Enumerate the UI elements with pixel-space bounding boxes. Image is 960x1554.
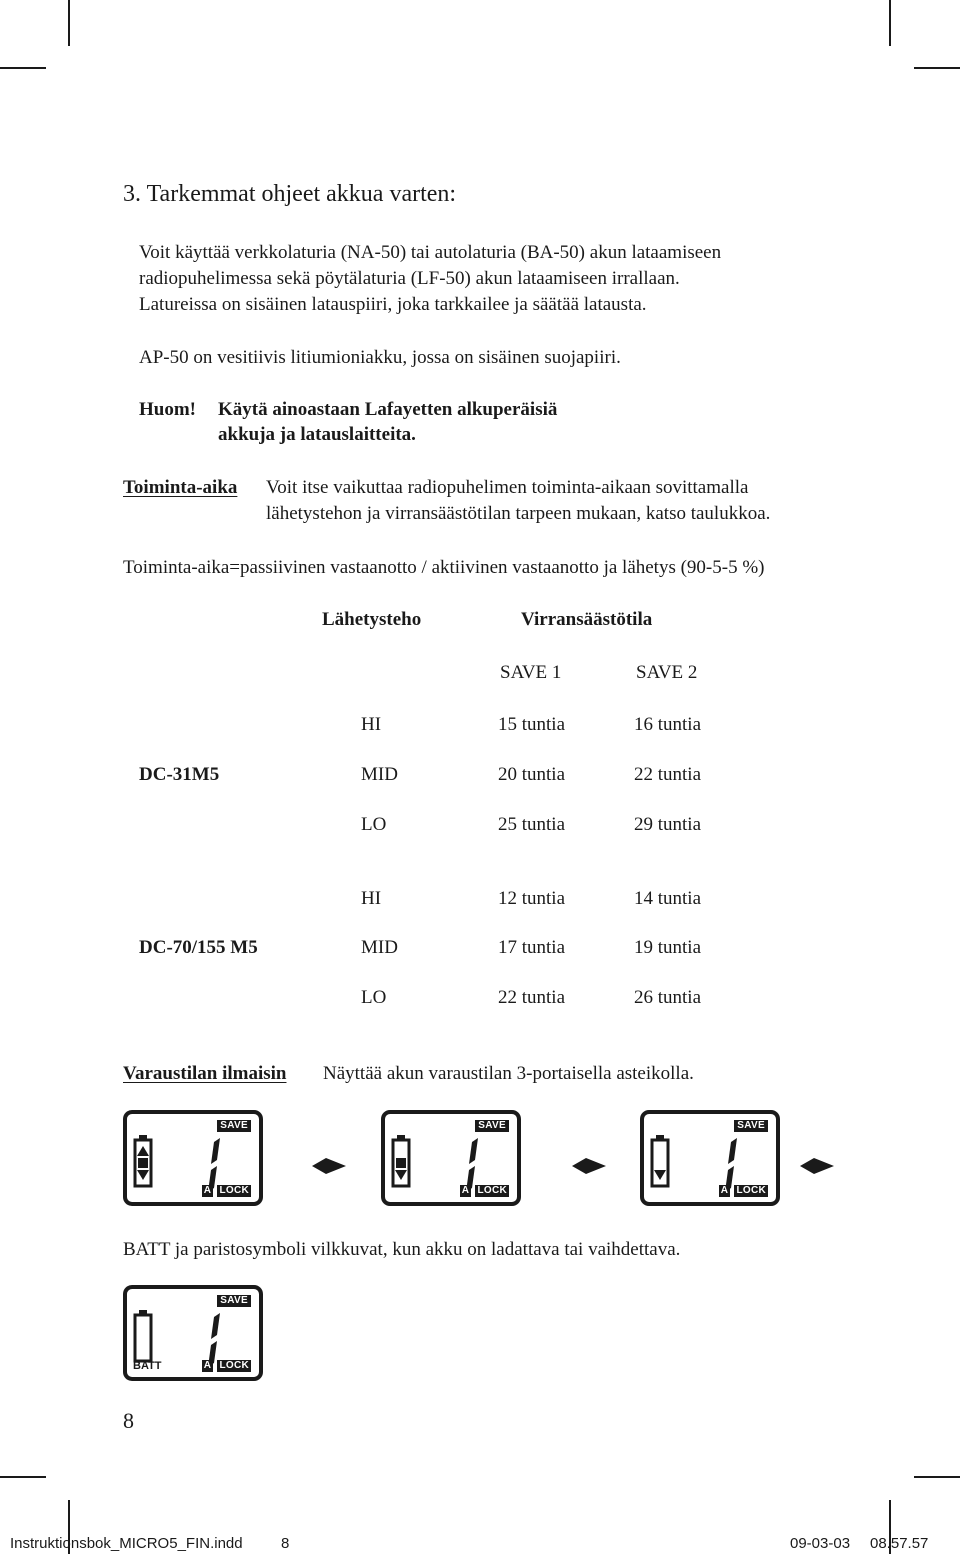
- arrow-right-icon: [800, 1157, 834, 1175]
- channel-digit: [208, 1313, 220, 1367]
- table-cell: 20 tuntia: [498, 764, 566, 785]
- crop-mark: [0, 1476, 46, 1478]
- table-level: MID: [361, 937, 398, 958]
- table-cell: 14 tuntia: [634, 888, 702, 909]
- table-cell: 25 tuntia: [498, 814, 566, 835]
- table-cell: 22 tuntia: [634, 764, 702, 785]
- table-cell: 19 tuntia: [634, 937, 702, 958]
- battery-icon: [652, 1135, 668, 1186]
- indicator-text: Näyttää akun varaustilan 3-portaisella asteikolla.: [323, 1063, 694, 1084]
- operating-time-term: Toiminta-aika: [123, 477, 238, 498]
- lcd-display: [640, 1110, 780, 1206]
- arrow-right-icon: [572, 1157, 606, 1175]
- operating-time-text: lähetystehon ja virransäästötilan tarpeen mukaan, katso taulukkoa.: [266, 503, 771, 524]
- lcd-display: [381, 1110, 521, 1206]
- save-indicator: SAVE: [734, 1120, 768, 1132]
- intro-line: radiopuhelimessa sekä pöytälaturia (LF-50) akun lataamiseen irrallaan.: [139, 268, 680, 289]
- table-level: MID: [361, 764, 398, 785]
- page-number: 8: [123, 1408, 134, 1433]
- table-cell: 26 tuntia: [634, 987, 702, 1008]
- battery-icon: [393, 1135, 409, 1186]
- table-cell: 16 tuntia: [634, 714, 702, 735]
- a-indicator: A: [720, 1185, 728, 1196]
- footer-time: 08.57.57: [870, 1535, 929, 1552]
- table-cell: 22 tuntia: [498, 987, 566, 1008]
- a-indicator: A: [461, 1185, 469, 1196]
- intro-line: Latureissa on sisäinen latauspiiri, joka tarkkailee ja säätää latausta.: [139, 294, 647, 315]
- crop-mark: [0, 67, 46, 69]
- crop-mark: [914, 67, 960, 69]
- battery-level-low-mark: [395, 1170, 407, 1180]
- battery-icon: [135, 1310, 151, 1361]
- footer-page: 8: [281, 1535, 290, 1552]
- battery-level-mid-mark: [396, 1158, 406, 1168]
- table-model: DC-31M5: [139, 764, 220, 785]
- footer-date: 09-03-03: [790, 1535, 851, 1552]
- a-indicator: A: [203, 1185, 211, 1196]
- table-model: DC-70/155 M5: [139, 937, 258, 958]
- table-cell: 29 tuntia: [634, 814, 702, 835]
- channel-digit: [208, 1138, 220, 1192]
- table-level: LO: [361, 814, 387, 835]
- column-header-save1: SAVE 1: [500, 662, 562, 683]
- intro-line: Voit käyttää verkkolaturia (NA-50) tai autolaturia (BA-50) akun lataamiseen: [139, 242, 722, 263]
- channel-digit: [725, 1138, 737, 1192]
- table-level: HI: [361, 888, 382, 909]
- crop-mark: [914, 1476, 960, 1478]
- crop-mark: [68, 0, 70, 46]
- battery-icon: [135, 1135, 151, 1186]
- arrow-right-icon: [312, 1157, 346, 1175]
- table-cell: 17 tuntia: [498, 937, 566, 958]
- warning-line: Käytä ainoastaan Lafayetten alkuperäisiä: [218, 399, 558, 420]
- save-indicator: SAVE: [217, 1295, 251, 1307]
- indicator-term: Varaustilan ilmaisin: [123, 1063, 287, 1084]
- footer-file: Instruktionsbok_MICRO5_FIN.indd: [10, 1535, 243, 1552]
- lcd-display-empty: [123, 1285, 263, 1381]
- lock-indicator: LOCK: [219, 1360, 249, 1371]
- operating-time-definition: Toiminta-aika=passiivinen vastaanotto / aktiivinen vastaanotto ja lähetys (90-5-5 %): [123, 557, 765, 578]
- crop-mark: [889, 0, 891, 46]
- battery-level-low-mark: [137, 1170, 149, 1180]
- battery-level-mid-mark: [138, 1158, 148, 1168]
- warning-label: Huom!: [139, 399, 196, 420]
- column-header-save2: SAVE 2: [636, 662, 698, 683]
- table-level: HI: [361, 714, 382, 735]
- lcd-display: [123, 1110, 263, 1206]
- column-header-save: Virransäästötila: [521, 609, 653, 630]
- lock-indicator: LOCK: [219, 1185, 249, 1196]
- battery-note: AP-50 on vesitiivis litiumioniakku, jossa on sisäinen suojapiiri.: [139, 347, 621, 368]
- a-indicator: A: [203, 1360, 211, 1371]
- operating-time-text: Voit itse vaikuttaa radiopuhelimen toiminta-aikaan sovittamalla: [266, 477, 749, 498]
- save-indicator: SAVE: [475, 1120, 509, 1132]
- batt-note: BATT ja paristosymboli vilkkuvat, kun akku on ladattava tai vaihdettava.: [123, 1239, 681, 1260]
- lock-indicator: LOCK: [736, 1185, 766, 1196]
- table-cell: 12 tuntia: [498, 888, 566, 909]
- table-cell: 15 tuntia: [498, 714, 566, 735]
- batt-indicator: BATT: [133, 1360, 162, 1372]
- section-heading: 3. Tarkemmat ohjeet akkua varten:: [123, 181, 457, 207]
- save-indicator: SAVE: [217, 1120, 251, 1132]
- channel-digit: [466, 1138, 478, 1192]
- warning-line: akkuja ja latauslaitteita.: [218, 424, 416, 445]
- battery-level-top-mark: [137, 1146, 149, 1156]
- battery-level-low-mark: [654, 1170, 666, 1180]
- lock-indicator: LOCK: [477, 1185, 507, 1196]
- column-header-power: Lähetysteho: [322, 609, 422, 630]
- table-level: LO: [361, 987, 387, 1008]
